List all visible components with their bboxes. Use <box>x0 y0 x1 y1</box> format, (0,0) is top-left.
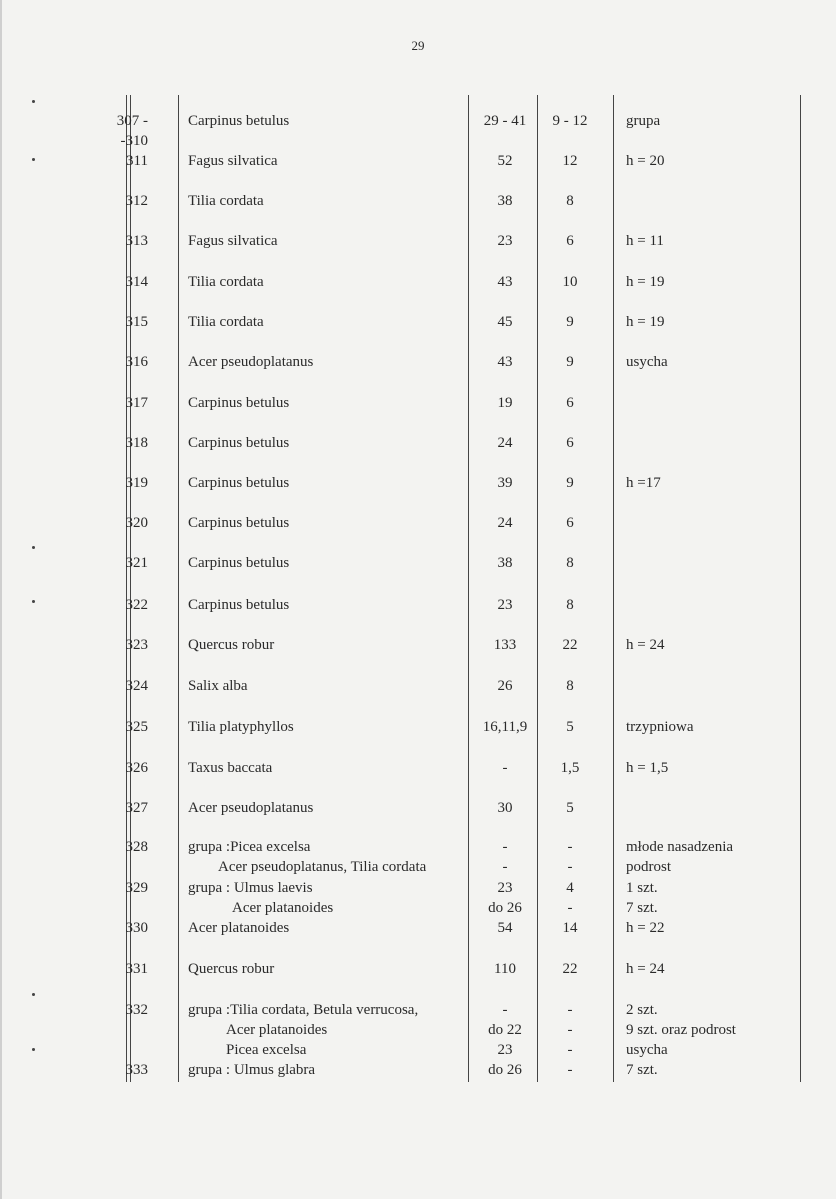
circumference: 23 <box>497 880 513 896</box>
table-row <box>0 717 836 737</box>
diameter: 6 <box>566 515 574 531</box>
table-row <box>0 513 836 533</box>
circumference: 110 <box>494 961 516 977</box>
species-name: Carpinus betulus <box>188 515 290 531</box>
species-name: Fagus silvatica <box>188 233 278 249</box>
diameter: - <box>567 839 573 855</box>
species-name: Tilia cordata <box>188 274 264 290</box>
table-row <box>0 1060 836 1080</box>
circumference: 24 <box>497 435 513 451</box>
table-row <box>0 151 836 171</box>
scan-dot <box>32 993 35 996</box>
scan-dot <box>32 100 35 103</box>
circumference: 43 <box>497 274 513 290</box>
row-number: 326 <box>125 760 148 776</box>
remarks: 9 szt. oraz podrost <box>626 1022 736 1038</box>
diameter: 10 <box>562 274 578 290</box>
diameter: 9 <box>566 475 574 491</box>
species-name: Acer pseudoplatanus <box>188 800 314 816</box>
diameter: 8 <box>566 678 574 694</box>
species-name: Carpinus betulus <box>188 555 290 571</box>
row-number: 328 <box>125 839 148 855</box>
row-number: 319 <box>125 475 148 491</box>
circumference: 23 <box>497 1042 513 1058</box>
species-name: Tilia cordata <box>188 314 264 330</box>
circumference: 43 <box>497 354 513 370</box>
species-name: Fagus silvatica <box>188 153 278 169</box>
row-number: 329 <box>125 880 148 896</box>
circumference: 23 <box>497 233 513 249</box>
table-row <box>0 959 836 979</box>
row-number: 307 - <box>116 113 148 129</box>
remarks: 7 szt. <box>626 1062 658 1078</box>
row-number: -310 <box>120 133 148 149</box>
diameter: 6 <box>566 435 574 451</box>
row-number: 322 <box>125 597 148 613</box>
species-name: Carpinus betulus <box>188 435 290 451</box>
remarks: h = 19 <box>626 314 665 330</box>
table-row <box>0 1040 836 1060</box>
table-row <box>0 1000 836 1020</box>
diameter: 4 <box>566 880 574 896</box>
circumference: 39 <box>497 475 513 491</box>
diameter: 14 <box>562 920 578 936</box>
table-row <box>0 131 836 151</box>
circumference: 54 <box>497 920 513 936</box>
table-row <box>0 352 836 372</box>
species-name: Acer platanoides <box>226 1022 328 1038</box>
table-row <box>0 918 836 938</box>
table-row <box>0 1020 836 1040</box>
circumference: - <box>502 839 508 855</box>
row-number: 332 <box>125 1002 148 1018</box>
table-row <box>0 837 836 857</box>
table-row <box>0 635 836 655</box>
species-name: Acer pseudoplatanus, Tilia cordata <box>218 859 427 875</box>
remarks: h = 20 <box>626 153 665 169</box>
row-number: 327 <box>125 800 148 816</box>
diameter: 8 <box>566 555 574 571</box>
diameter: 6 <box>566 233 574 249</box>
species-name: Picea excelsa <box>226 1042 307 1058</box>
circumference: 24 <box>497 515 513 531</box>
diameter: - <box>567 1002 573 1018</box>
remarks: h =17 <box>626 475 661 491</box>
remarks: h = 19 <box>626 274 665 290</box>
remarks: h = 1,5 <box>626 760 669 776</box>
table-row <box>0 878 836 898</box>
remarks: h = 11 <box>626 233 664 249</box>
diameter: - <box>567 1062 573 1078</box>
circumference: 45 <box>497 314 513 330</box>
species-name: Quercus robur <box>188 637 275 653</box>
species-name: Carpinus betulus <box>188 395 290 411</box>
diameter: - <box>567 1042 573 1058</box>
species-name: grupa : Ulmus glabra <box>188 1062 316 1078</box>
remarks: usycha <box>626 1042 668 1058</box>
row-number: 318 <box>125 435 148 451</box>
circumference: 23 <box>497 597 513 613</box>
species-name: Taxus baccata <box>188 760 273 776</box>
species-name: Acer pseudoplatanus <box>188 354 314 370</box>
circumference: 38 <box>497 193 513 209</box>
diameter: 8 <box>566 597 574 613</box>
remarks: h = 22 <box>626 920 665 936</box>
remarks: usycha <box>626 354 668 370</box>
row-number: 324 <box>125 678 148 694</box>
diameter: 9 - 12 <box>552 113 588 129</box>
diameter: 9 <box>566 354 574 370</box>
diameter: 5 <box>566 800 574 816</box>
row-number: 314 <box>125 274 148 290</box>
species-name: Carpinus betulus <box>188 113 290 129</box>
diameter: 22 <box>562 961 578 977</box>
row-number: 315 <box>125 314 148 330</box>
row-number: 330 <box>125 920 148 936</box>
row-number: 321 <box>125 555 148 571</box>
table-row <box>0 798 836 818</box>
table-row <box>0 758 836 778</box>
table-row <box>0 191 836 211</box>
table-row <box>0 393 836 413</box>
diameter: 12 <box>562 153 578 169</box>
circumference: - <box>502 1002 508 1018</box>
species-name: grupa :Tilia cordata, Betula verrucosa, <box>188 1002 419 1018</box>
remarks: 2 szt. <box>626 1002 658 1018</box>
diameter: - <box>567 1022 573 1038</box>
row-number: 331 <box>125 961 148 977</box>
circumference: 26 <box>497 678 513 694</box>
species-name: Salix alba <box>188 678 248 694</box>
circumference: 133 <box>493 637 517 653</box>
circumference: do 22 <box>488 1022 522 1038</box>
circumference: 29 - 41 <box>483 113 527 129</box>
row-number: 313 <box>125 233 148 249</box>
species-name: Tilia platyphyllos <box>188 719 294 735</box>
row-number: 325 <box>125 719 148 735</box>
circumference: 52 <box>497 153 513 169</box>
diameter: 9 <box>566 314 574 330</box>
table-row <box>0 272 836 292</box>
table-row <box>0 898 836 918</box>
circumference: 38 <box>497 555 513 571</box>
circumference: 16,11,9 <box>482 719 528 735</box>
table-row <box>0 433 836 453</box>
table-row <box>0 231 836 251</box>
species-name: Quercus robur <box>188 961 275 977</box>
table-row <box>0 473 836 493</box>
remarks: grupa <box>626 113 661 129</box>
row-number: 320 <box>125 515 148 531</box>
circumference: 30 <box>497 800 513 816</box>
circumference: - <box>502 760 508 776</box>
remarks: młode nasadzenia <box>626 839 734 855</box>
row-number: 316 <box>125 354 148 370</box>
table-row <box>0 676 836 696</box>
circumference: do 26 <box>488 1062 522 1078</box>
row-number: 323 <box>125 637 148 653</box>
row-number: 333 <box>125 1062 148 1078</box>
row-number: 311 <box>126 153 148 169</box>
remarks: h = 24 <box>626 637 665 653</box>
species-name: Carpinus betulus <box>188 597 290 613</box>
remarks: trzypniowa <box>626 719 694 735</box>
table-row <box>0 857 836 877</box>
remarks: podrost <box>626 859 671 875</box>
circumference: - <box>502 859 508 875</box>
page-number: 29 <box>411 38 425 53</box>
diameter: 5 <box>566 719 574 735</box>
diameter: - <box>567 900 573 916</box>
row-number: 317 <box>125 395 148 411</box>
species-name: grupa : Ulmus laevis <box>188 880 313 896</box>
row-number: 312 <box>125 193 148 209</box>
table-row <box>0 312 836 332</box>
species-name: Acer platanoides <box>232 900 334 916</box>
table-row <box>0 595 836 615</box>
species-name: grupa :Picea excelsa <box>188 839 311 855</box>
circumference: do 26 <box>488 900 522 916</box>
diameter: 8 <box>566 193 574 209</box>
scan-dot <box>32 546 35 549</box>
diameter: - <box>567 859 573 875</box>
diameter: 1,5 <box>560 760 580 776</box>
remarks: h = 24 <box>626 961 665 977</box>
table-row <box>0 111 836 131</box>
remarks: 7 szt. <box>626 900 658 916</box>
remarks: 1 szt. <box>626 880 658 896</box>
species-name: Carpinus betulus <box>188 475 290 491</box>
species-name: Tilia cordata <box>188 193 264 209</box>
diameter: 6 <box>566 395 574 411</box>
table-row <box>0 553 836 573</box>
species-name: Acer platanoides <box>188 920 290 936</box>
circumference: 19 <box>497 395 513 411</box>
diameter: 22 <box>562 637 578 653</box>
